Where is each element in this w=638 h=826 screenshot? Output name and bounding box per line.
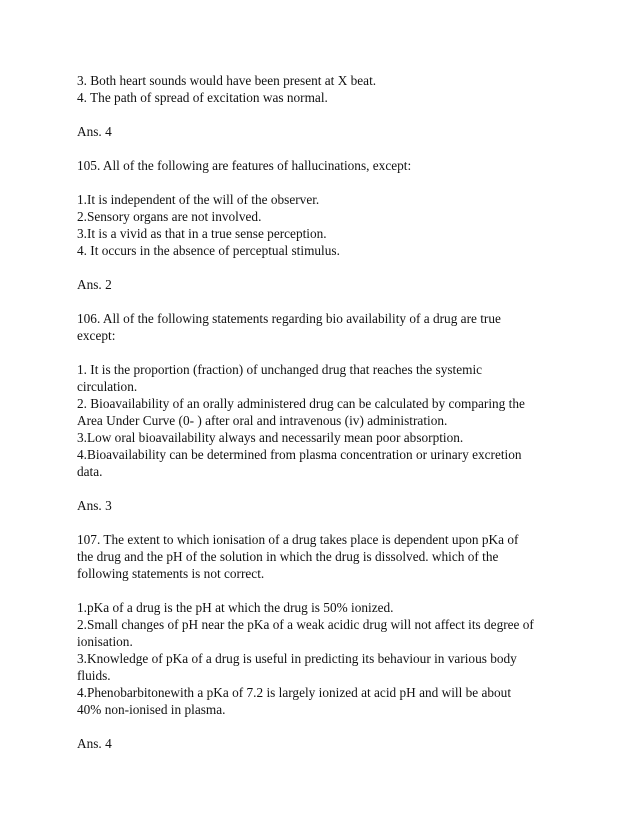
- options-line: 4.Bioavailability can be determined from plasma concentration or urinary excretion: [77, 447, 522, 462]
- options-line: 1.It is independent of the will of the observer.: [77, 192, 320, 207]
- options-line: 2.Small changes of pH near the pKa of a weak acidic drug will not affect its degree of: [77, 617, 534, 632]
- answer-line: Ans. 3: [77, 498, 112, 513]
- question-block: [77, 531, 567, 582]
- options-block: [77, 599, 567, 718]
- options-line: ionisation.: [77, 634, 133, 649]
- options-line: 40% non-ionised in plasma.: [77, 702, 226, 717]
- options-line: 3. Both heart sounds would have been present at X beat.: [77, 73, 377, 88]
- options-line: 2. Bioavailability of an orally administered drug can be calculated by comparing the: [77, 396, 525, 411]
- answer-line: Ans. 2: [77, 277, 112, 292]
- answer-block: [77, 123, 567, 140]
- options-line: 4. It occurs in the absence of perceptual stimulus.: [77, 243, 340, 258]
- question-line: the drug and the pH of the solution in which the drug is dissolved. which of the: [77, 549, 499, 564]
- answer-block: [77, 735, 567, 752]
- answer-line: Ans. 4: [77, 736, 112, 751]
- options-line: 2.Sensory organs are not involved.: [77, 209, 262, 224]
- options-line: data.: [77, 464, 103, 479]
- options-line: 4. The path of spread of excitation was normal.: [77, 90, 328, 105]
- question-block: [77, 310, 567, 344]
- options-line: 1.pKa of a drug is the pH at which the drug is 50% ionized.: [77, 600, 394, 615]
- question-line: except:: [77, 328, 116, 343]
- question-line: 107. The extent to which ionisation of a drug takes place is dependent upon pKa of: [77, 532, 519, 547]
- options-line: Area Under Curve (0- ) after oral and intravenous (iv) administration.: [77, 413, 448, 428]
- answer-block: [77, 497, 567, 514]
- question-line: 105. All of the following are features of hallucinations, except:: [77, 158, 412, 173]
- options-block: [77, 191, 567, 259]
- answer-line: Ans. 4: [77, 124, 112, 139]
- options-block: [77, 361, 567, 480]
- answer-block: [77, 276, 567, 293]
- document-page: [77, 72, 567, 769]
- options-line: 4.Phenobarbitonewith a pKa of 7.2 is largely ionized at acid pH and will be about: [77, 685, 512, 700]
- options-line: circulation.: [77, 379, 138, 394]
- options-line: fluids.: [77, 668, 111, 683]
- options-line: 3.Low oral bioavailability always and necessarily mean poor absorption.: [77, 430, 464, 445]
- options-line: 3.It is a vivid as that in a true sense perception.: [77, 226, 327, 241]
- question-block: [77, 157, 567, 174]
- options-line: 3.Knowledge of pKa of a drug is useful in predicting its behaviour in various body: [77, 651, 517, 666]
- question-line: following statements is not correct.: [77, 566, 265, 581]
- question-line: 106. All of the following statements regarding bio availability of a drug are true: [77, 311, 501, 326]
- options-line: 1. It is the proportion (fraction) of unchanged drug that reaches the systemic: [77, 362, 483, 377]
- options-block: [77, 72, 567, 106]
